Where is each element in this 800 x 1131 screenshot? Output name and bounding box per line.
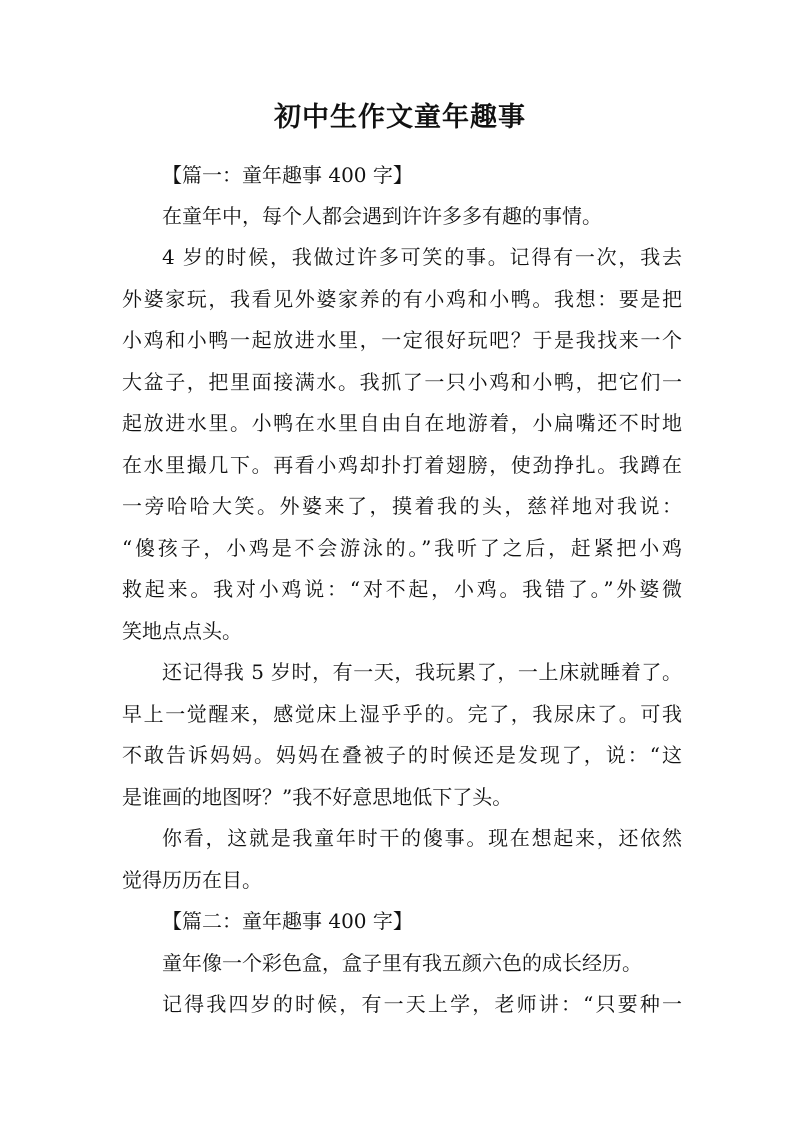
section-heading: 【篇一：童年趣事 400 字】 [162, 163, 413, 187]
text-line: 你看，这就是我童年时干的傻事。现在想起来，还依然 [162, 826, 682, 850]
text-line: 记得我四岁的时候，有一天上学，老师讲：“只要种一 [162, 992, 682, 1016]
text-line: 在水里撮几下。再看小鸡却扑打着翅膀，使劲挣扎。我蹲在 [122, 453, 682, 477]
text-line: 一旁哈哈大笑。外婆来了，摸着我的头，慈祥地对我说： [122, 494, 682, 518]
text-line: 觉得历历在目。 [122, 868, 262, 892]
text-line: “傻孩子，小鸡是不会游泳的。”我听了之后，赶紧把小鸡 [122, 536, 682, 560]
text-line: 在童年中，每个人都会遇到许许多多有趣的事情。 [162, 204, 602, 228]
text-line: 童年像一个彩色盒，盒子里有我五颜六色的成长经历。 [162, 951, 642, 975]
text-line: 是谁画的地图呀？”我不好意思地低下了头。 [122, 785, 513, 809]
text-line: 笑地点点头。 [122, 619, 242, 643]
text-line: 外婆家玩，我看见外婆家养的有小鸡和小鸭。我想：要是把 [122, 287, 682, 311]
text-line: 起放进水里。小鸭在水里自由自在地游着，小扁嘴还不时地 [122, 411, 682, 435]
text-line: 不敢告诉妈妈。妈妈在叠被子的时候还是发现了，说：“这 [122, 743, 682, 767]
text-line: 早上一觉醒来，感觉床上湿乎乎的。完了，我尿床了。可我 [122, 702, 682, 726]
text-line: 小鸡和小鸭一起放进水里，一定很好玩吧？于是我找来一个 [122, 328, 682, 352]
document-title: 初中生作文童年趣事 [274, 102, 526, 133]
text-line: 大盆子，把里面接满水。我抓了一只小鸡和小鸭，把它们一 [122, 370, 682, 394]
text-line: 4 岁的时候，我做过许多可笑的事。记得有一次，我去 [162, 245, 682, 269]
section-heading: 【篇二：童年趣事 400 字】 [162, 909, 413, 933]
text-line: 还记得我 5 岁时，有一天，我玩累了，一上床就睡着了。 [162, 660, 682, 684]
text-line: 救起来。我对小鸡说：“对不起，小鸡。我错了。”外婆微 [122, 577, 682, 601]
